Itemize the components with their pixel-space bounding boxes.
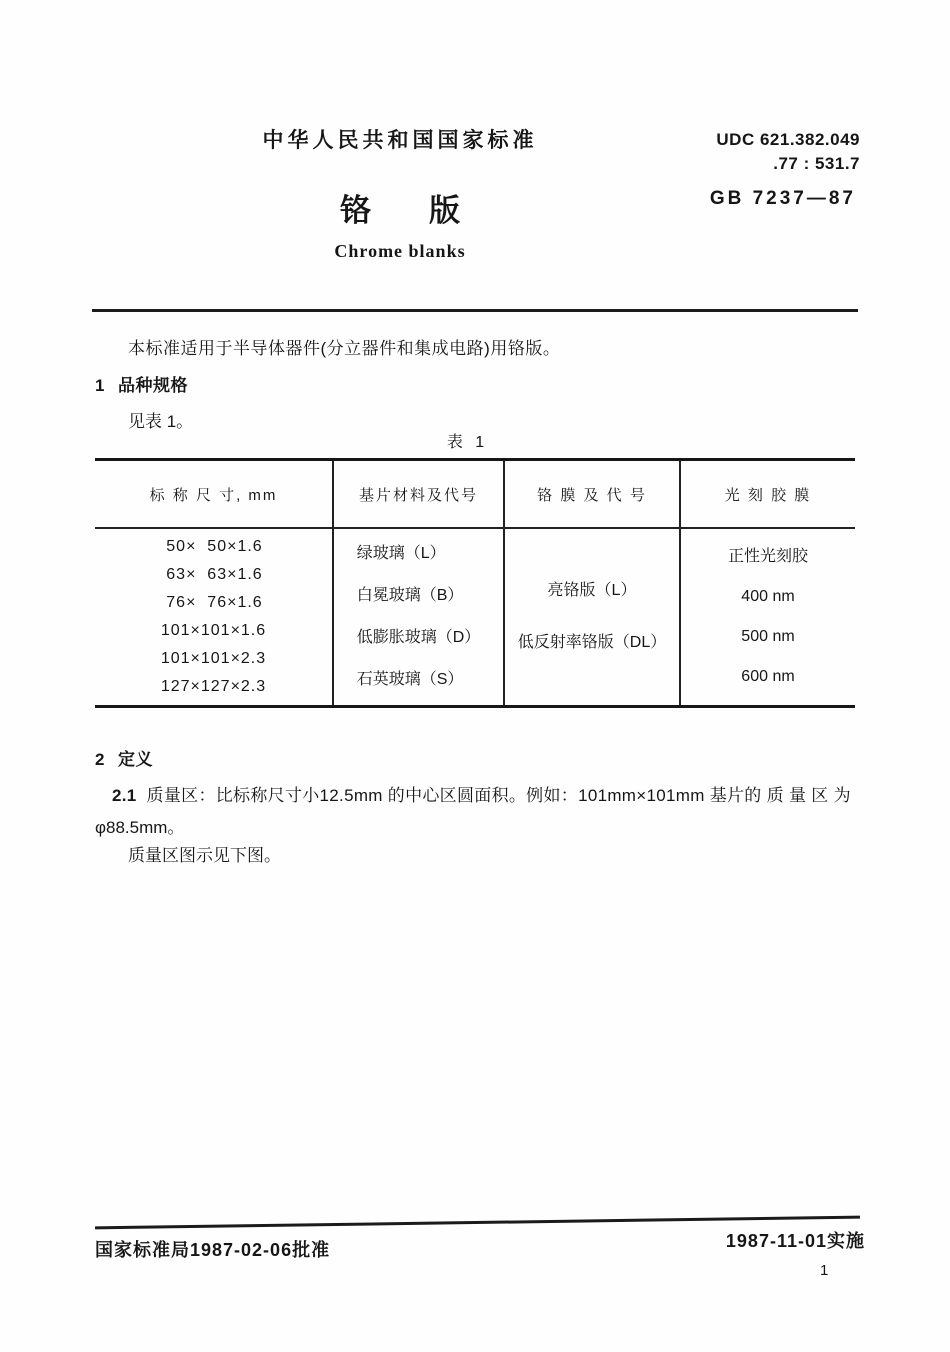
spec-table <box>95 458 855 708</box>
photoresist-row: 600 nm <box>741 668 795 685</box>
document-title <box>0 185 800 230</box>
clause-2-1-text: 质量区：比标称尺寸小12.5mm 的中心区圆面积。例如：101mm×101mm 基片的 质 量 区 为 <box>146 786 851 805</box>
implementation-text: 1987-11-01实施 <box>725 1231 865 1251</box>
size-row: 63× 63×1.6 <box>160 566 263 583</box>
material-row: 低膨胀玻璃（D） <box>356 629 481 646</box>
clause-2-1 <box>112 781 887 806</box>
table-cell-sizes <box>95 529 334 705</box>
approval-text: 国家标准局1987-02-06批准 <box>95 1240 331 1260</box>
title-char-1: 铬 <box>340 193 371 228</box>
material-row: 石英玻璃（S） <box>356 671 464 688</box>
column-header-nominal-size: 标 称 尺 寸, mm <box>95 461 334 529</box>
column-header-photoresist: 光 刻 胶 膜 <box>681 461 855 529</box>
size-row: 101×101×2.3 <box>160 650 267 667</box>
chrome-film-row: 低反射率铬版（DL） <box>517 634 667 651</box>
column-header-chrome-film: 铬 膜 及 代 号 <box>505 461 681 529</box>
figure-reference-text: 质量区图示见下图。 <box>128 846 281 865</box>
section-2-number: 2 <box>95 750 105 769</box>
document-title-english: Chrome blanks <box>334 241 466 261</box>
header-divider-rule <box>92 309 858 312</box>
table-cell-photoresist <box>681 529 855 705</box>
udc-number <box>716 128 860 176</box>
title-char-2: 版 <box>429 193 460 228</box>
see-table-text: 见表 1。 <box>128 412 194 431</box>
material-row: 绿玻璃（L） <box>356 545 446 562</box>
section-1-heading <box>95 371 188 396</box>
size-row: 76× 76×1.6 <box>160 594 263 611</box>
udc-line-2: .77 : 531.7 <box>773 154 860 173</box>
section-2-title: 定义 <box>118 750 153 769</box>
page-number: 1 <box>820 1262 829 1279</box>
clause-2-1-number: 2.1 <box>112 786 137 805</box>
clause-2-1-continuation: φ88.5mm。 <box>95 818 185 837</box>
table-caption: 表 1 <box>446 434 489 451</box>
material-row: 白冕玻璃（B） <box>356 587 464 604</box>
section-1-title: 品种规格 <box>118 376 188 395</box>
standard-number: GB 7237—87 <box>709 188 856 209</box>
udc-line-1: UDC 621.382.049 <box>716 130 860 149</box>
column-header-substrate: 基片材料及代号 <box>334 461 505 529</box>
photoresist-row: 500 nm <box>741 628 795 645</box>
standard-label: 中华人民共和国国家标准 <box>262 129 538 152</box>
photoresist-row: 正性光刻胶 <box>727 548 808 565</box>
size-row: 127×127×2.3 <box>160 678 267 695</box>
section-1-number: 1 <box>95 376 105 395</box>
section-2-heading <box>95 745 153 770</box>
chrome-film-row: 亮铬版（L） <box>547 582 637 599</box>
size-row: 101×101×1.6 <box>160 622 267 639</box>
table-cell-chrome-films <box>505 529 681 705</box>
photoresist-row: 400 nm <box>741 588 795 605</box>
scope-paragraph: 本标准适用于半导体器件(分立器件和集成电路)用铬版。 <box>128 339 561 358</box>
table-cell-materials <box>334 529 505 705</box>
size-row: 50× 50×1.6 <box>160 538 263 555</box>
